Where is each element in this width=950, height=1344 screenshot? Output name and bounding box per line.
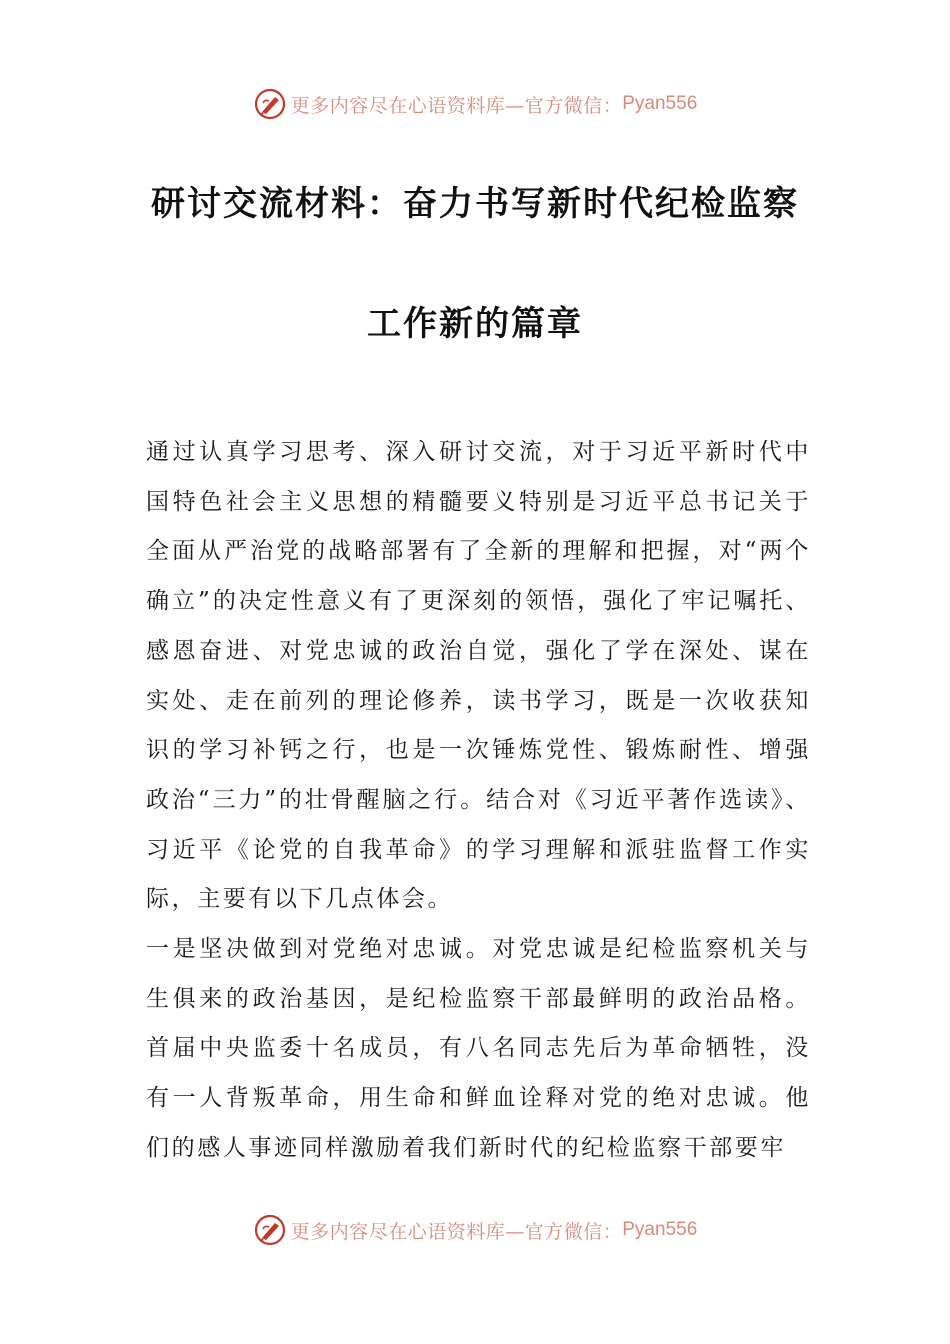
body-paragraph: 一是坚决做到对党绝对忠诚。对党忠诚是纪检监察机关与生俱来的政治基因，是纪检监察干部最鲜明的政治品格。首届中央监委十名成员，有八名同志先后为革命牺牲，没有一人背叛革命，用生命和鲜血诠释对党的绝对忠诚。他们的感人事迹同样激励着我们新时代的纪检监察干部要牢 <box>146 936 811 1161</box>
pen-nib-logo-icon <box>253 1213 287 1247</box>
pen-nib-logo-icon <box>253 87 287 121</box>
footer-watermark <box>0 1210 950 1250</box>
watermark-handle: Pyan556 <box>622 93 698 114</box>
document-body <box>146 428 811 1174</box>
header-watermark <box>0 84 950 124</box>
document-title-line-1: 研讨交流材料：奋力书写新时代纪检监察 <box>151 184 799 224</box>
watermark-handle: Pyan556 <box>622 1219 698 1240</box>
document-title-line-2: 工作新的篇章 <box>367 304 583 344</box>
body-paragraph: 通过认真学习思考、深入研讨交流，对于习近平新时代中国特色社会主义思想的精髓要义特别是习近平总书记关于全面从严治党的战略部署有了全新的理解和把握，对“两个确立”的决定性意义有了更深刻的领悟，强化了牢记嘱托、感恩奋进、对党忠诚的政治自觉，强化了学在深处、谋在实处、走在前列的理论修养，读书学习，既是一次收获知识的学习补钙之行，也是一次锤炼党性、锻炼耐性、增强政治“三力”的壮骨醒脑之行。结合对《习近平著作选读》、习近平《论党的自我革命》的学习理解和派驻监督工作实际，主要有以下几点体会。 <box>146 439 811 913</box>
watermark-text: 更多内容尽在心语资料库—官方微信： <box>290 94 623 117</box>
watermark-text: 更多内容尽在心语资料库—官方微信： <box>290 1220 623 1243</box>
